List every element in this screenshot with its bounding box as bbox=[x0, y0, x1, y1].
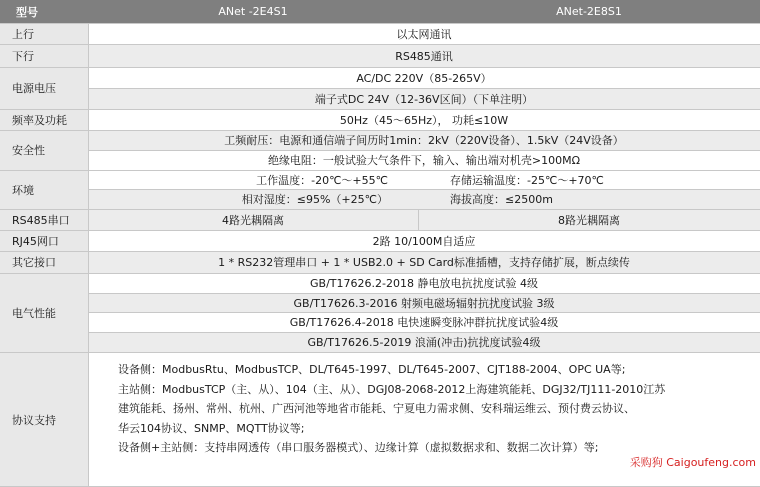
other-value: 1 * RS232管理串口 + 1 * USB2.0 + SD Card标准插槽，支持存储扩展，断点续传 bbox=[218, 256, 630, 269]
emc-item: GB/T17626.5-2019 浪涌(冲击)抗扰度试验4级 bbox=[307, 336, 541, 349]
emc-label: 电气性能 bbox=[0, 273, 88, 352]
freq-value: 50Hz（45～65Hz）， 功耗≤10W bbox=[339, 113, 509, 127]
rs485-model-1: 4路光耦隔离 bbox=[222, 213, 284, 227]
header-model-1: ANet -2E4S1 bbox=[218, 5, 288, 18]
rs485-model-2: 8路光耦隔离 bbox=[558, 213, 620, 227]
emc-item: GB/T17626.4-2018 电快速瞬变脉冲群抗扰度试验4级 bbox=[289, 316, 559, 329]
freq-label: 频率及功耗 bbox=[0, 109, 88, 130]
safety-insulation: 绝缘电阻：一般试验大气条件下，输入、输出端对机壳>100MΩ bbox=[267, 154, 581, 167]
downlink-label: 下行 bbox=[0, 44, 88, 67]
other-label: 其它接口 bbox=[0, 251, 88, 273]
watermark: 采购狗 Caigoufeng.com bbox=[629, 456, 756, 469]
header-label: 型号 bbox=[16, 5, 38, 19]
env-work-temp: 工作温度：-20℃～+55℃ bbox=[256, 173, 388, 187]
protocol-line: 建筑能耗、扬州、常州、杭州、广西河池等地省市能耗、宁夏电力需求侧、安科瑞运维云、预付费云协议、 bbox=[118, 402, 635, 416]
env-store-temp: 存储运输温度：-25℃～+70℃ bbox=[450, 173, 604, 187]
protocol-text bbox=[118, 360, 738, 458]
uplink-value: 以太网通讯 bbox=[396, 27, 452, 41]
emc-item: GB/T17626.2-2018 静电放电抗扰度试验 4级 bbox=[310, 277, 538, 290]
rj45-label: RJ45网口 bbox=[0, 230, 88, 251]
header-model-2: ANet-2E8S1 bbox=[556, 5, 622, 18]
uplink-label: 上行 bbox=[0, 23, 88, 44]
rj45-value: 2路 10/100M自适应 bbox=[372, 234, 476, 248]
safety-withstand: 工频耐压：电源和通信端子间历时1min：2kV（220V设备）、1.5kV（24V设备） bbox=[224, 134, 624, 147]
protocol-line: 华云104协议、SNMP、MQTT协议等; bbox=[118, 421, 305, 435]
table-header bbox=[0, 0, 760, 23]
rs485-label: RS485串口 bbox=[0, 209, 88, 230]
env-altitude: 海拔高度：≤2500m bbox=[450, 193, 553, 206]
env-label: 环境 bbox=[0, 170, 88, 209]
env-humidity: 相对湿度：≤95%（+25℃） bbox=[241, 193, 388, 206]
safety-label: 安全性 bbox=[0, 130, 88, 170]
power-ac-dc: AC/DC 220V（85-265V） bbox=[356, 71, 492, 85]
power-dc24: 端子式DC 24V（12-36V区间）（下单注明） bbox=[314, 92, 534, 106]
emc-item: GB/T17626.3-2016 射频电磁场辐射抗扰度试验 3级 bbox=[293, 296, 555, 310]
protocol-line: 主站侧：ModbusTCP（主、从）、104（主、从）、DGJ08-2068-2012上海建筑能耗、DGJ32/TJ111-2010江苏 bbox=[118, 382, 666, 396]
protocol-line: 设备侧：ModbusRtu、ModbusTCP、DL/T645-1997、DL/T645-2007、CJT188-2004、OPC UA等; bbox=[118, 363, 626, 376]
downlink-value: RS485通讯 bbox=[395, 49, 453, 63]
power-label: 电源电压 bbox=[0, 67, 88, 109]
protocol-line: 设备侧+主站侧：支持串网透传（串口服务器模式）、边缘计算（虚拟数据求和、数据二次计算）等; bbox=[118, 441, 599, 455]
protocol-label: 协议支持 bbox=[0, 352, 88, 487]
